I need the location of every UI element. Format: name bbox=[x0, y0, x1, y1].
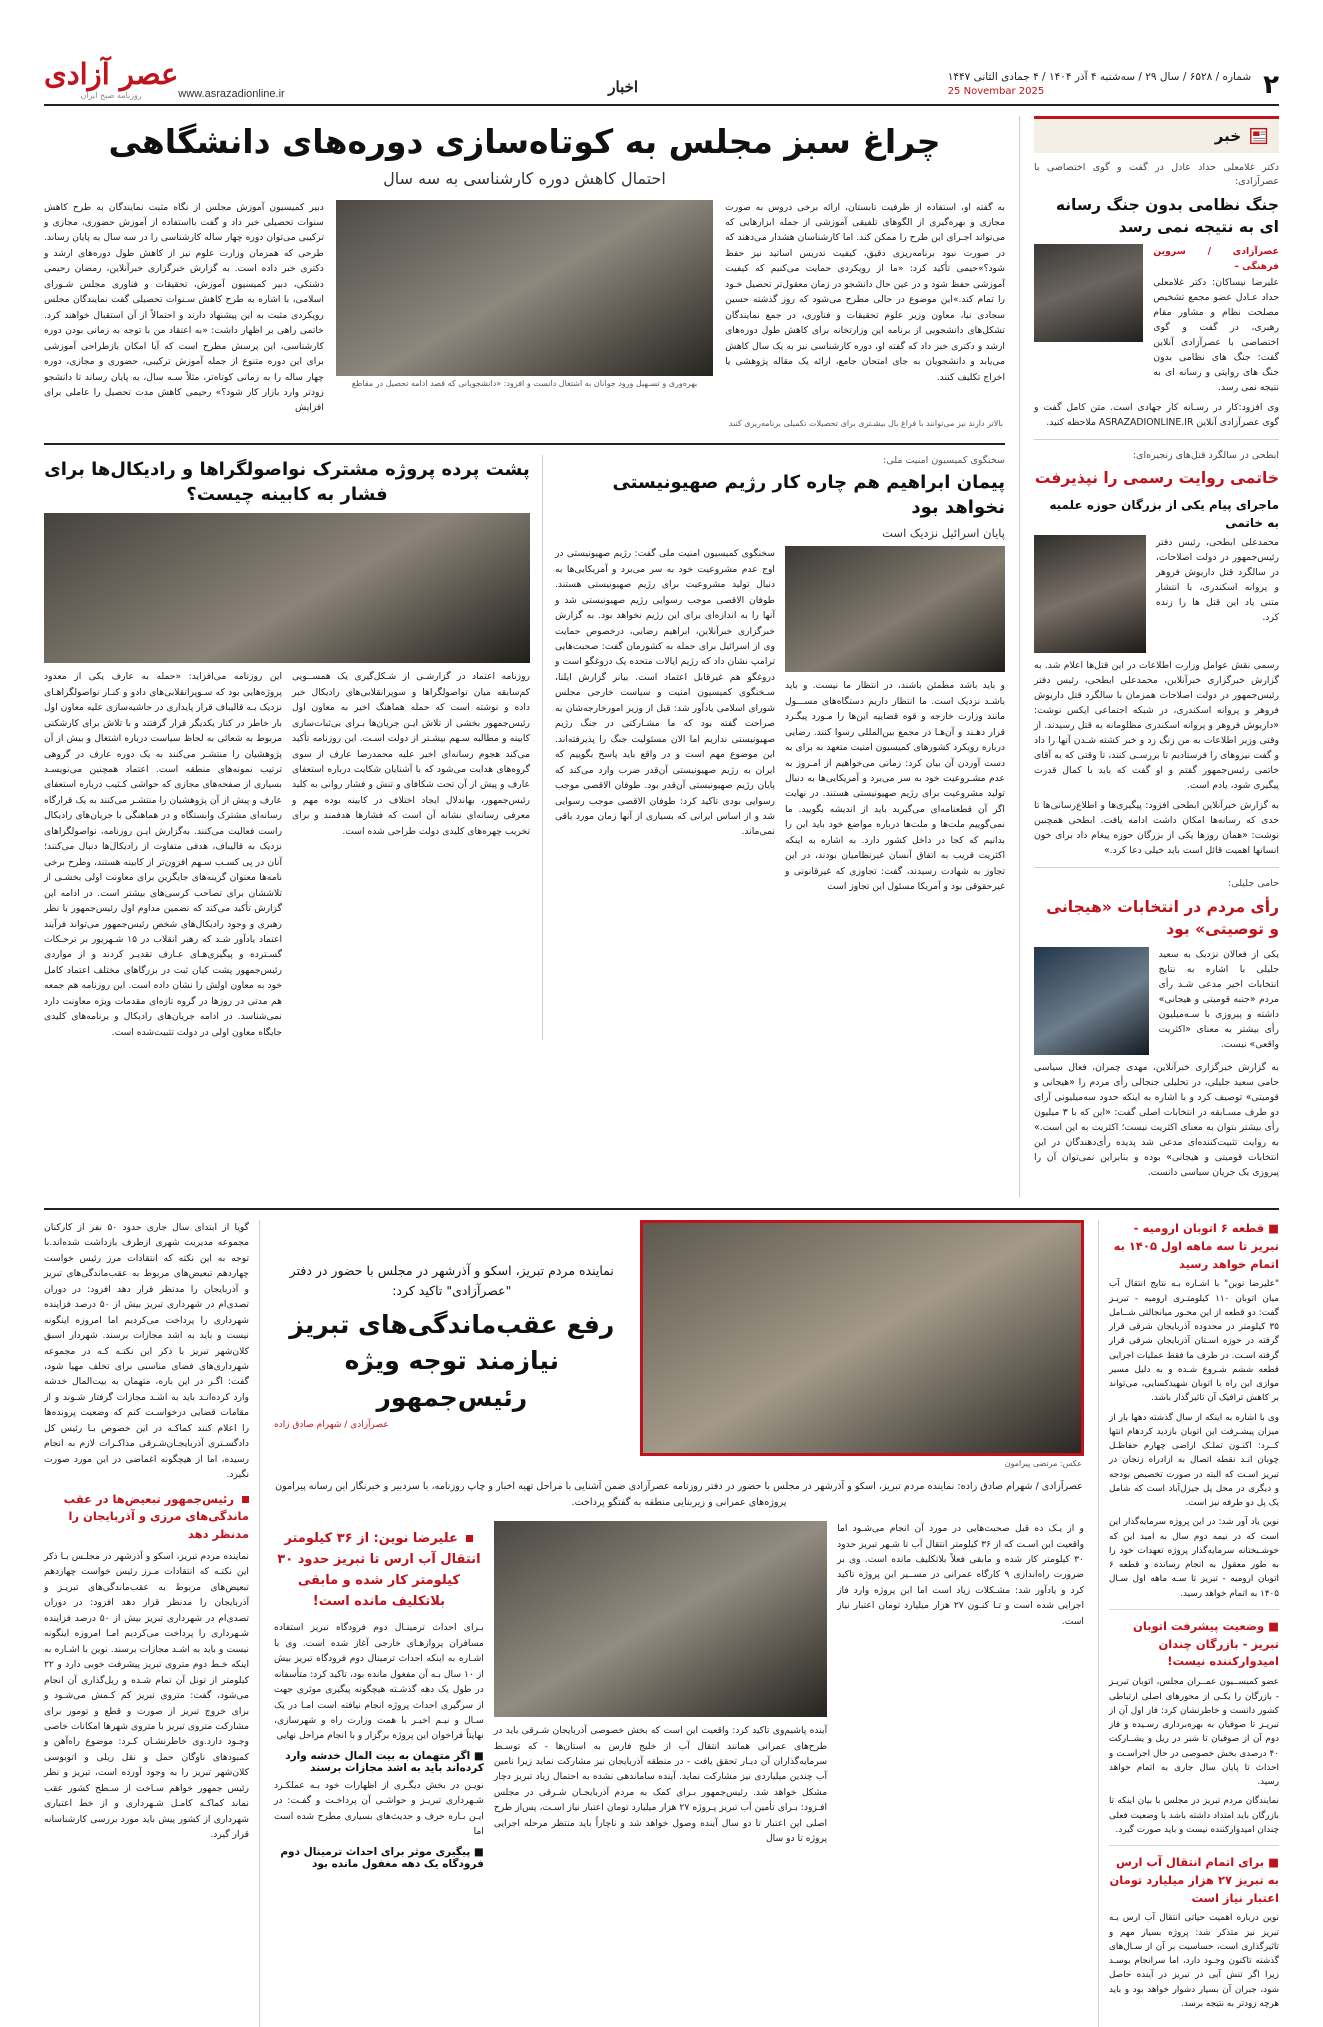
feature-bottom-row bbox=[274, 1521, 1084, 1874]
feature-photo-frame bbox=[640, 1220, 1084, 1456]
bullet-square-icon-2 bbox=[242, 1496, 249, 1503]
mid-article-cabinet bbox=[44, 455, 530, 1040]
lead-text-right: به گفته او، استفاده از ظرفیت تابستان، ارائه برخی دروس به صورت مجازی و بهره‌گیری از الگوهای تلفیقی آموزشی از جمله ابزارهایی که می‌تواند اجـرای این طرح را ممکن کند. اما کارشناسان هشدار می‌دهند که در صورت نبود برنامه‌ریزی دقیق، کیفیت تدریس اساتید نیز حفظ شود؟»حیمی تأکید کرد: «ما از رویکردی حمایت می‌کنیم که کیفیت آموزشی حفظ شود و در عین حال دانشجو در زمان معقول‌تر تحصیل خـود را تمام کند.»این موضوع در حالی مطرح می‌شود که روز گذشته حسین سجادی نیا، معاون وزیر علوم تحقیقات و فناوری، در جمع نمایندگان تشکل‌های دانشجویی از برنامه این وزارتخانه برای کاهش طول دوره‌های ارشد و دکتری خبر داد که گفته او، دوره کارشناسی نیز به یک سال کاهش می‌یابد و دانشجویان به جای امتحان جامع، ارائه یک مقاله پژوهشی یا اخراج تکلیف کنند. bbox=[725, 201, 1005, 383]
khabar-kicker-1: دکتر غلامعلی حداد عادل در گفت و گوی اختصاصی با عصرآزادی: bbox=[1034, 162, 1279, 188]
bottom-item-2-body: عضو کمیســیون عمــران مجلس، اتوبان تبریـز - بازرگان را یکـی از محورهای اصلی ارتباطی کشور دانست و خاطرنشان کرد: فاز اول آن از تبریـز تا صوفیان به بهره‌برداری رسـیده و فاز دوم آن از صوفیان تا شبر در ریل و یشــارکت ۴۰ درصدی بخش خصوصی در حال اجراسـت و احداث تا پایان سال جاری به اتمام خواهد رسید. bbox=[1109, 1677, 1279, 1788]
khabar-body-row-1 bbox=[1034, 244, 1279, 394]
page-number: ۲ bbox=[1263, 70, 1279, 100]
mid-text-1-right: سخنگوی کمیسیون امنیت ملی گفت: رژیم صهیونیستی در اوج عدم مشروعیت خود به سر می‌برد و آمریکایی‌ها به دنبال تولید مشروعیت برای رژیم صهیونیستی هستند. طوفان الاقصی موجب رسوایی رژیم صهیونیستی شد و آنها را به اندازه‌ای برای این رژیم نخواهد بود. به گزارش خبرگزاری خبرآنلاین، ابراهیم رضایی، درخصوص حمایت وی از اسرائیل برای حمله به کشورمان گفت: صحبت‌هایی ترامپ نشان داد که رژیم ایالات متحده یک دروغگو است و دروغگو هم غیرقابل اعتماد است. بیانر گزارش ایلنا، سـخنگوی کمیسیون امنیت و سیاست خارجی مجلس شورای اسلامی یادآور شد: قبل از وزیر امورخارجه‌شان به صراحت گفته بود که ما مشـارکتی در جنگ رژیم صهیونیستی نداریم اما الان مسئولیت جنگ را پذیرفته‌اند. این موضوع مهم است و در واقع باید پاسخ بگوییم که ایران به رژیم صهیونیستی آن‌قدر ضرب وارد می‌کند که پایان رژیم صهیونیستی آن‌قدر بود. طوفان الاقصی موجب رسوایی بودی تاکید کرد: طوفان الاقصی موجب رسوایی شد و از اساس ایرانی که بسیاری از آنها زمان مورد باقی نمی‌ماند. bbox=[555, 548, 775, 838]
bottom-item-1-body3: نوین یاد آور شد: در این پروژه سرمایه‌گذار این است که در نیمه دوم سال به امید این که خوشـبختانه سرمایه‌گذار پروژه تعهدات خود را به طور معقول به انجام رسانده و قطعه ۶ اتوبان ارومیه - تبریز تا سـه ماهه اول سـال ۱۴۰۵ به اتمام خواهد رسید. bbox=[1109, 1517, 1279, 1599]
top-section bbox=[44, 116, 1279, 1198]
feature-photo-credit: عکس: مرتضی پیرامون bbox=[1004, 1458, 1082, 1468]
bottom-item-2-body2: نمایندگان مردم تبریز در مجلس با بیان اینکه تا بازرگان باید امتداد داشته باشد با وضعیت فعلی چندان امیدوارکننده نیست و باید صورت گیرد. bbox=[1109, 1796, 1279, 1835]
brand-area bbox=[44, 57, 299, 100]
photo-jalili-supporter bbox=[1034, 947, 1149, 1055]
bottom-right-column bbox=[1098, 1220, 1279, 2027]
mid-text-2-right: این روزنامه می‌افزاید: «حمله به عارف یکی از معدود پروژه‌هایی بود که سـوپرانقلابی‌های دادو و کنـار نواصولگراهـای نزدیک بـه قالیباف قرار پایداری در حاشیه‌سازی علیه معاون اول بار خاطر در کنار یکدیگر قرار گرفتند و با تلاش برای کارشکنی مربوط به شعائی به لحاظ سیاست درباره اشتغال و بیش از آن پژوهشیان را منتشـر می‌کنند به یک دوره عارف در گروهی ترتیب نمونه‌های منطقه است. اعتماد همچنین می‌نویسـد بسیاری از صفحه‌های مجازی که حواشی کـثیب درباره استعفای عارف و پیش از آن پژوهشیان را منتشـر می‌کنند به یک قرارگاه رسانه‌ای مشترک وابستگاه و در هماهنگی با جریان‌های رادیکال راست فعالیت می‌کنند. به‌گزارش ایـن روزنامه، نواصولگراهای نزدیک به قالیباف، هدفی متفاوت از رادیکال‌ها دنبال می‌کنند؛ آنان در پی کسـب سـهم افزون‌تر از کابینه هستند، وطرح برخی نامه‌ها معنوان گزینه‌های جایگزین برای معاونت اولی بخشـی از تلاششان برای تصاحب کرسی‌های بیشتر است. در ادامه این گزارش تأکید می‌کند که تضمین مداوم اول رئیس‌جمهور با نظر رهبری و وجود رادیکال‌های شخص رئیس‌جمهور می‌تواند فرآیند اعتماد یادآور شـد که رهبر انقلاب در ۱۵ شـهریور بر ترحـکات گسـترده و پیگیری‌هـای عـارف تقدیـر کردند و از مواردی رئیس‌جمهور پشت کیان ثبت در بزرگاهای مختلف اعتماد کامل خود به معاون اولش را نشان داده است. این روزنامه هم جمعه هم مدتی در روزها در گروه تازه‌ای مقدمات ویژه معاونت دارد نمی‌شناسد. در ادامه جریان‌های رادیکال و برنامه‌های کلیدی جایگاه معاون اولی در دولت تثبیت‌شده است. bbox=[44, 671, 282, 1038]
khabar-source-1: عصرآزادی / سروین فرهنگی – bbox=[1153, 246, 1279, 273]
newspaper-logo bbox=[44, 57, 179, 100]
bottom-item-1-title[interactable]: ■ قطعه ۶ اتوبان ارومیه - تبریز تا سه ماهه اول ۱۴۰۵ به اتمام خواهد رسید bbox=[1113, 1220, 1279, 1271]
feature-text-4: نویـن در بخش دیگـری از اظهارات خود بـه عملکـرد شـهرداری تبریـز و حواشـی آن پرداخـت و گفـت: در ایـن بـاره حرف و حدیث‌های بسیاری مطرح شده است اما bbox=[274, 1779, 484, 1838]
khabar-lead-3: یکی از فعالان نزدیک به سعید جلیلی با اشاره به نتایج انتخابات اخیر مدعی شـد رأی مردم «جنبه قومیتی و هیجانی» داشته و پیروزی با سـه‌میلیون رأی بیشتر به معنای «اکثریت واقعی» نیست. bbox=[1158, 948, 1279, 1050]
khabar-kicker-3: حامی جلیلی: bbox=[1228, 878, 1279, 890]
lead-headline[interactable]: چراغ سبز مجلس به کوتاه‌سازی دوره‌های دانشگاهی bbox=[108, 122, 941, 161]
photo-hadad-adel bbox=[1034, 244, 1143, 342]
khabar-headline-3[interactable]: رأی مردم در انتخابات «هیجانی و توصیتی» بود bbox=[1046, 897, 1279, 939]
feature-photo-block bbox=[640, 1220, 1084, 1471]
khabar-kicker-2: ابطحی در سالگرد قتل‌های زنجیره‌ای: bbox=[1132, 450, 1279, 461]
mid-headline-1[interactable]: پیمان ابراهیم هم چاره کار رژیم صهیونیستی نخواهد بود bbox=[612, 471, 1005, 519]
bottom-left-text-2: نماینده مردم تبریز، اسکو و آذرشهر در مجلـس بـا ذکر این نکتـه که انتقادات مـرز رئیس خواست چهاردهم تبعیض‌های مربوط به عقب‌ماندگی‌های تبریـز و آذربایجان را مدنظر قرار دهد افزود: در دوران تصدی‌ام در شهرداری تبریز بیش از ۵۰ درصد فزاینده شـهرداری را پرداخت می‌کردیم امـا امروزه اینگونه نیست و باید به اشـد مجازات برسند. نوین با اشـاره به اینکه خـط دوم متروی تبریز پیشرفت خوبی دارد و ۲۲ کیلومتر از تونل آن تمام شـده و ریل‌گذاری آن انجام می‌شود، گفت: متروی تبریز کم کـمش می‌شـود و برای خروج تبریز از صورت و قطع و تومور برای مشارکت متروی تبریز با متروی شهرها امکانات خاصی وجـود دارد.وی خاطرنشـان کـرد: موضوع راه‌آهن و کمبودهای ناوگان حمل و نقل ریلی و اتوبوسی کلان‌شهر تبریز را به وجود آورده است، تبریز و نظر رئیس جمهور خواهم سـاخت از سـطح کشور عقب نماند کماکـه کامـل شـهرداری و از خط اعتباری شهرداری از کشور پیش باید مورد بررسی کارشناسانه قرار گیرد. bbox=[44, 1551, 249, 1841]
khabar-headline-1[interactable]: جنگ نظامی بدون جنگ رسانه ای به نتیجه نمی رسد bbox=[1055, 195, 1279, 236]
feature-col-pull bbox=[274, 1521, 484, 1874]
bottom-item-3-title[interactable]: ■ برای اتمام انتقال آب ارس به تبریز ۲۷ هزار میلیارد تومان اعتبار نیاز است bbox=[1109, 1855, 1279, 1905]
khabar-item-2[interactable] bbox=[1034, 449, 1279, 868]
bottom-left-headline[interactable]: رئیس‌جمهور تبعیض‌ها در عقب ماندگی‌های مرزی و آذربایجان را مدنظر دهد bbox=[63, 1491, 249, 1542]
bottom-item-1[interactable] bbox=[1109, 1220, 1279, 1610]
photo-parliament-hall bbox=[336, 200, 713, 376]
feature-kicker: نماینده مردم تبریز، اسکو و آذرشهر در مجلس با حضور در دفتر "عصرآزادی" تاکید کرد: bbox=[289, 1263, 614, 1299]
main-column bbox=[44, 116, 1020, 1198]
feature-subhead-1: ■ اگر متهمان به بیت المال خدشه وارد کرده‌اند باید به اشد مجازات برسند bbox=[285, 1749, 484, 1774]
divider-1 bbox=[44, 443, 1005, 445]
issue-date-en: 25 Novembar 2025 bbox=[947, 86, 1045, 97]
bottom-left-column bbox=[44, 1220, 260, 2027]
brand-name: عصر آزادی bbox=[44, 57, 179, 91]
lead-photo-col bbox=[336, 200, 713, 416]
khabar-header bbox=[1034, 116, 1279, 153]
khabar-headline-2[interactable]: خاتمی روایت رسمی را نپذیرفت bbox=[1034, 469, 1279, 488]
lead-photo-caption-2: بالاتر دارند نیز می‌توانند با فراغ بال بیشـتری برای تحصیلات تکمیلی برنامه‌ریزی کنند bbox=[728, 418, 1003, 428]
site-url[interactable]: www.asrazadionline.ir bbox=[178, 88, 285, 100]
feature-top-row bbox=[274, 1220, 1084, 1471]
khabar-lead-2: محمدعلی ابطحی، رئیس دفتر رئیس‌جمهور در دولت اصلاحات، در سالگرد قتل داریوش فروهر و پروانه اسکندری، با انتشار متنی یاد این قتل ها را زنده کرد. bbox=[1155, 536, 1279, 623]
mid-section bbox=[44, 455, 1005, 1040]
newspaper-page bbox=[0, 42, 1323, 2009]
khabar-body-row-3 bbox=[1034, 947, 1279, 1055]
mid-article-ebrahim bbox=[542, 455, 1005, 1040]
lead-text-left: دبیر کمیسیون آموزش مجلس از نگاه مثبت نمایندگان به طرح کاهش سنوات تحصیلی خبر داد و گفت بااستفاده از آموزش حضوری، مجازی و ترکیبی می‌توان دوره چهار ساله کارشناسی را در سه سال به پایان رساند. طرحی که همزمان وزارت علوم نیز از کاهش طول دوره‌های ارشد و دکتری خبر داده است. به گزارش خبرگزاری خبرآنلاین، رمضان رحیمی دشتکی، دبیر کمیسیون آموزش، تحقیقات و فناوری مجلس شـورای اسلامی، با اشاره به طرح کاهش سـنوات تحصیلی گفت نمایندگان مجلس رویکردی مثبت به این پیشنهاد دارند و احتمالاً از آن استقبال خواهند کرد. خاتمی راهی بر اظهار داشت: «به اعتقاد من با توجه به زمانی بودن دوره کارشناسی، این پرسش مطرح است که آیا امکان بازطراحی آموزشی برای این دوره متنوع از جمله آموزش ترکیبی، حضوری و مجازی، دوره چهار ساله را به زمانی کوتاه‌تر، مثلاً سـه سال، به پایان رساند تا دانشجو زودتر وارد بازار کار شود؟» رحیمی کاهش مدت تحصیل را عاملی برای افزایش bbox=[43, 201, 324, 414]
section-label: اخبار bbox=[608, 78, 639, 96]
khabar-lead-1b: وی افزود:کار در رسـانه کار جهادی است. متن کامل گفت و گوی عصرآزادی آنلاین ASRAZADIONLINE.IR ملاحظه کنید. bbox=[1034, 401, 1279, 428]
feature-col-a bbox=[837, 1521, 1084, 1874]
feature-headline[interactable]: رفع عقب‌ماندگی‌های تبریز نیازمند توجه ویژه رئیس‌جمهور bbox=[289, 1310, 615, 1412]
lead-col-left bbox=[44, 200, 324, 416]
khabar-lead-2b: رسمی نقش عوامل وزارت اطلاعات در این قتل‌ها اعلام شد. به گزارش خبرگزاری خبرآنلاین، محمدعلی ابطحی، رئیس دفتر رئیس‌جمهور در دولت اصلاحات همزمان با سالگرد قتل داریوش فروهر و پروانه اسکندری، در شبکه اجتماعی ایکس نوشت: «داریوش فروهر و پروانه اسکندری مظلومانه به قتل رسیدند. از وقتی وزیر اطلاعات به من زنگ زد و خبر کشته شـدن آنها را داد و گفت نیروهای را فرستادیم تا بررسـی کنند، تا وقتی که به آقای خاتمی رئیس‌جمهور گفتم و او گفت که باید با کمال قدرت پیگیری شود، یادم است. bbox=[1034, 659, 1279, 792]
khabar-label: خبر bbox=[1214, 127, 1241, 145]
khabar-lead-3b: به گزارش خبرگزاری خبرآنلاین، مهدی چمران‌، فعال سیاسی حامی سعید جلیلی، در تحلیلی جنجالی رأی مردم را «هیجانی و قومیتی» توصیف کرد و با اشاره به اینکه حدود سه‌میلیونی آرای دو طرف مسـابقه در انتخابات اصلی گفت: «این که با ۳ میلیون رأی بیشتر بتوان به معنای اکثریت نیست؛ اکثریت به این است.» به روایت تثبیت‌کننده‌ای مدعی شد پدیده رأی‌دهندگان در این انتخابات قومیتی و هیجانی» بوده و بنابراین نمی‌توان آن را پیروزی یک جریان سیاسی دانست. bbox=[1034, 1061, 1279, 1178]
bottom-item-1-body: "علیرضا نوین" با اشـاره بـه نتایج انتقال آب میان اتوبان ۱۱۰ کیلومتـری ارومیه - تبریـز گفت: دو قطعه از این محـور میانجالتی شــامل ۳۵ کیلومتر در محدوده آذربایجان شرقی قرار گرفته در حوزه اسـتان آذربایجان شرقی قرار گرفته اسـت. در طرف ما فقط عملیات اجرایی قطعه ششم شـروع شـده و به دلیل مسیر موازی این راه با اتوبان شهیدکسایی، می‌تواند بر کاهش ترافیک آن تاثیرگذار باشد. bbox=[1109, 1279, 1279, 1404]
feature-text-3: بـرای احداث ترمینـال دوم فرودگاه تبریز استفاده مسافران پروازهـای خارجی آغاز شده است. وی با اشـاره به اینکه احداث ترمینال دوم فرودگاه تبریز بیش از ۱۰ سال بـه آن مفغول مانده بود، تاکید کرد: متأسفانه در طول یک دهه گذشـته هیچگونه پیگیری موثری جهت از سرگیری احداث پروژه انجام نیافته است امـا در یک سـال و نیـم اخیـر با همت وزارت راه و شهرسازی، نهایتاً فراخوان این پروژه برگزار و با انجام مراحل نهایی bbox=[274, 1622, 484, 1742]
bottom-item-3-body: نوین درباره اهمیت حیاتی انتقال آب ارس بـه تبریز نیز متذکر شد: پروژه بسیار مهم و تاثیر‌گذاری است، حساسیت بر آن از سـال‌های گذشته تاکنون وجـود دارد، اما سرانجام بوسـد زیرا اگر تنش آبی در تبریز در آینده حاصل شود، جبران آن بسیار دشوار خواهد بود و باید هرچه زودتر به نتیجه برسد. bbox=[1109, 1913, 1279, 2009]
mid-subhead-1: پایان اسرائیل نزدیک است bbox=[882, 526, 1005, 541]
bottom-section bbox=[44, 1208, 1279, 2027]
feature-byline: عصرآزادی / شهرام صادق زاده bbox=[274, 1419, 389, 1430]
feature-text-1: و از یـک ده قبل صحبت‌هایی در مورد آن انجام می‌شـود اما واقعیت این اسـت که از ۳۶ کیلومتر انتقال آب تا شـهر تبریز حدود ۳۰ کیلومتر کار شده و مابقی فعلاً بلاتکلیف مانده است. وی بر ضرورت راه‌اندازی ۹ کارگاه عمرانی در مســیر این پروژه تاکید کرد و یادآور شد: مشـکلات زیاد است اما این پروژه وارد فاز اجرایی شده است و تـا کنـون ۲۷ هزار میلیارد تومان اعتبار نیاز است. bbox=[837, 1523, 1085, 1627]
mid-kicker-1: سخنگوی کمیسیون امنیت ملی: bbox=[883, 454, 1005, 466]
khabar-column bbox=[1034, 116, 1279, 1198]
newspaper-icon bbox=[1249, 125, 1271, 147]
khabar-lead-2c: به گزارش خبرآنلاین ابطحی افزود: پیگیری‌ها و اطلاع‌رسانی‌ها تا حدی که رسانه‌ها امکان داشت ادامه یافت. ابطحی همچنین نوشت: «همان روزها یکی از بزرگان حوزه پیغام داد برای خون انسانها اهمیت قائل است باید خیلی دعا کرد.» bbox=[1034, 800, 1279, 857]
feature-pullquote: علیرضا نوین: از ۳۶ کیلومتر انتقال آب ارس تا تبریز حدود ۳۰ کیلومتر کار شده و مابقی بلاتکلیف مانده است! bbox=[277, 1531, 481, 1609]
photo-spokesman bbox=[785, 546, 1005, 672]
feature-col-photo bbox=[494, 1521, 827, 1874]
bullet-square-icon bbox=[466, 1535, 473, 1542]
brand-subtitle: روزنامه صبح ایران bbox=[80, 91, 142, 100]
bottom-item-2[interactable] bbox=[1109, 1618, 1279, 1846]
lead-col-right bbox=[725, 200, 1005, 416]
khabar-item-1[interactable] bbox=[1034, 161, 1279, 440]
feature-title-block bbox=[274, 1220, 630, 1471]
photo-handshake bbox=[44, 513, 530, 663]
issue-info bbox=[948, 71, 1251, 100]
bottom-item-3[interactable] bbox=[1109, 1854, 1279, 2019]
mid-text-1-left: و باید باشد مطمئن باشند، در انتظار ما نیست. و باید باشـد نزدیک است. ما انتظار داریم دستگاه‌های مســـول مانند وزارت خارجه و قوه قضاییه این‌ها را مـورد پیگـرد قرار دهـند و آن‌هـا در مجمع بین‌المللی رسوا کنند. رضایی درباره رویکرد کشورهای کمیسیون امنیت متعهد به برای به دست آوردن آن بیان کرد: زمانی می‌خواهیم از امـروز به عدم مشـروعیت خود به سر می‌برد و آمریکایی‌ها به دنبال تولید مشروعیت برای رژیم صهیونیستی هستند. در نهایت اگر آن قطعنامه‌ای می‌گیرید باید از اندیشه بگویید. ما نمی‌گوییم ملت‌ها و ملت‌ها درباره مواضع خود باید این را بدانیم که کجا در داخل کشور دارد. به اشاره به اینکه اکثریت قریب به اتفاق آنسان غیرنظامیان بودند، در این تجاوز به شهادت رسیدند، گفت: تجاوزی که غیرقانونی و غیرحقوقی بود و آمریکا مسئول این تجاوز است bbox=[785, 680, 1005, 893]
bottom-left-text-1: گویا از ابتدای سال جاری حدود ۵۰ نفر از کارکنان مجموعه مدیریت شهری ازطرف بازداشت شده‌اند.با توجه به این نکته که انتقادات مرز رئیس خواست چهاردهم تبعیض‌های مربوط به عقب‌ماندگی‌های تبریز و آذربایجان را مدنظر قرار دهد افزود: در دوران تصدی‌ام در شهرداری تبریز بیش از ۵۰ درصد فزاینده شهرداری را پرداخت می‌کردیم اما امروزه اینگونه نیست و باید به اشد مجازات برسند. شهردار اسبق کلان‌شهر تبریز با ذکر این نکتـه کـه در مجموعه شهرداری‌های فضای مناسبی برای تخلف مهیا شود، گفت: اگـر در این باره، متهمان به بیت‌المال خدشه وارد کرده‌انـد باید به اشـد مجازات گرفتار شـوند و از مقامات قضایی درخواسـت کنم که وضعیت پرونده‌ها را اعلام کنند کماکـه در این خصوص بـا رئیس کل دادگسـتری آذربایجـان‌شـرقی مذاکـرات لازم به انجام رسیده، اما از هیچگونه اغماضی در این مورد صورت نگیرد. bbox=[44, 1221, 249, 1481]
feature-text-2: آینده پاشیم‌وی تاکید کرد: واقعیت این است که بخش خصوصی آذربایجان شـرقی باید در طرح‌های عمرانی همانند انتقال آب از خلیج فارس به استان‌ها - که توسـط سرمایه‌گذاران آن دیـار تحقق یافت - در منطقه آذربایجان نیز مشارکت نماید زیرا نامین آب چندین میلیاردی نیز مشارکت نماید. آینده ساماندهی نشده به احتمال زیاد تبریز دچار مشکل خواهد شد. رئیس‌جمهور بـرای کمک به مردم آذربایجـان شـرقی در مجلس افـزود: بـرای تأمین آب تبریز پـروژه ۲۷ هزار میلیارد تومان اعتبار نیاز اسـت، پس‌از طرح اصلی این اعتبار تا دو سال آینده وصول خواهد شد و ناچاراً باید منتظر مرحله اجرایی پروژه تا دو سال bbox=[493, 1725, 828, 1845]
masthead-left bbox=[948, 70, 1279, 100]
lead-body bbox=[44, 200, 1005, 416]
masthead bbox=[44, 42, 1279, 106]
khabar-subhead-2: ماجرای پیام یکی از بزرگان حوزه علمیه به خاتمی bbox=[1049, 497, 1279, 530]
khabar-item-3[interactable] bbox=[1034, 877, 1279, 1189]
bottom-center-column bbox=[274, 1220, 1084, 2027]
bottom-item-2-title[interactable]: ■ وضعیت پیشرفت اتوبان تبریز - بازرگان چندان امیدوارکننده نیست! bbox=[1133, 1618, 1279, 1669]
issue-line-fa: شماره / ۶۵۲۸ / سال ۲۹ / سه‌شنبه ۴ آذر ۱۴۰۴ / ۴ جمادی الثانی ۱۴۴۷ bbox=[947, 71, 1252, 83]
bottom-item-1-body2: وی با اشاره به اینکه از سال گذشته دهها بار از میزان پیشـرفت این اتوبان بازدید کردهام انتها کــرد: اکنـون تملـک اراضی چهارم حفاظـل چوبان انـد نقطه اتصال به ازادراه زنجان در تبریز اسـت که البته در صورت تخصیص بودجه و دیگری در محل پل جیزل‌آباد است که شامل یک پل دو طرفه نیز است. bbox=[1109, 1412, 1279, 1509]
lead-subheadline: احتمال کاهش دوره کارشناسی به سه سال bbox=[383, 168, 666, 188]
photo-meeting-table bbox=[494, 1521, 827, 1717]
mid-text-2-left: روزنامه اعتماد در گزارشـی از شـکل‌گیری یک همســویی کم‌سابقه میان نواصولگراها و سوپرانقلابی‌های رادیکال خبر داده و نوشته است که حمله هماهنگ اخیر به معاون اول رئیس‌جمهور بخشی از تلاش ایـن جریان‌ها بـرای بی‌ثبات‌سازی کابینه و مطالبه سـهم بیشـتر از دولت اسـت. این روزنامه تأکید می‌کند هجوم رسانه‌ای اخیر علیه محمدرضا عارف از سوی گروه‌های هدایت می‌شود که با آشنایان شکایت درباره استعفای عارف و پیش از آن تحت شکافای و تنش و فشار روانی به کلید رئیس‌جمهور، بهاندلال ایجاد اختلاف در کابینه بوده مهم و معرفی رسانه‌ای نشانه آن است که فشارها هدفمند و برای تخریب چهره‌های کلیدی دولت طراحی شده است. bbox=[292, 671, 530, 837]
lead-photo-caption: بهره‌وری و تسـهیل ورود جوانان به اشتغال دانست و افزود: «دانشجویانی که قصد ادامه تحصیل در مقاطع bbox=[351, 378, 698, 388]
khabar-lead-1: علیرضا نیساکان: دکتر غلامعلی حداد عـادل عضو مجمع تشخیص مصلحت نظام و مشاور مقام رهبری، در گفت و گوی اختصاصی با عصرآزادی آنلاین گفت: جنگ های نظامی بدون جنگ های روایتی و رسانه ای به نتیجه نمی رسد. bbox=[1153, 276, 1279, 393]
mid-headline-2[interactable]: پشت پرده پروژه مشترک نواصولگراها و رادیکال‌ها برای فشار به کابینه چیست؟ bbox=[44, 458, 530, 506]
feature-subhead-2: ■ پیگیری موثر برای احداث ترمینال دوم فرودگاه یک دهه مغفول مانده بود bbox=[280, 1845, 484, 1870]
khabar-body-row-2 bbox=[1034, 535, 1279, 653]
photo-abtahi bbox=[1034, 535, 1146, 653]
photo-visit-office bbox=[643, 1223, 1081, 1453]
feature-lead: عصرآزادی / شهرام صادق زاده: نماینده مردم تبریز، اسکو و آذرشهر در مجلس با حضور در دفتر روزنامه عصرآزادی ضمن آشنایی با مراحل تهیه اخبار و چاپ روزنامه، با سردبیر و خبرنگار این رسانه پیرامون پروژه‌های عمرانی و زیربنایی منطقه به گفتگو پرداخت. bbox=[275, 1480, 1083, 1508]
